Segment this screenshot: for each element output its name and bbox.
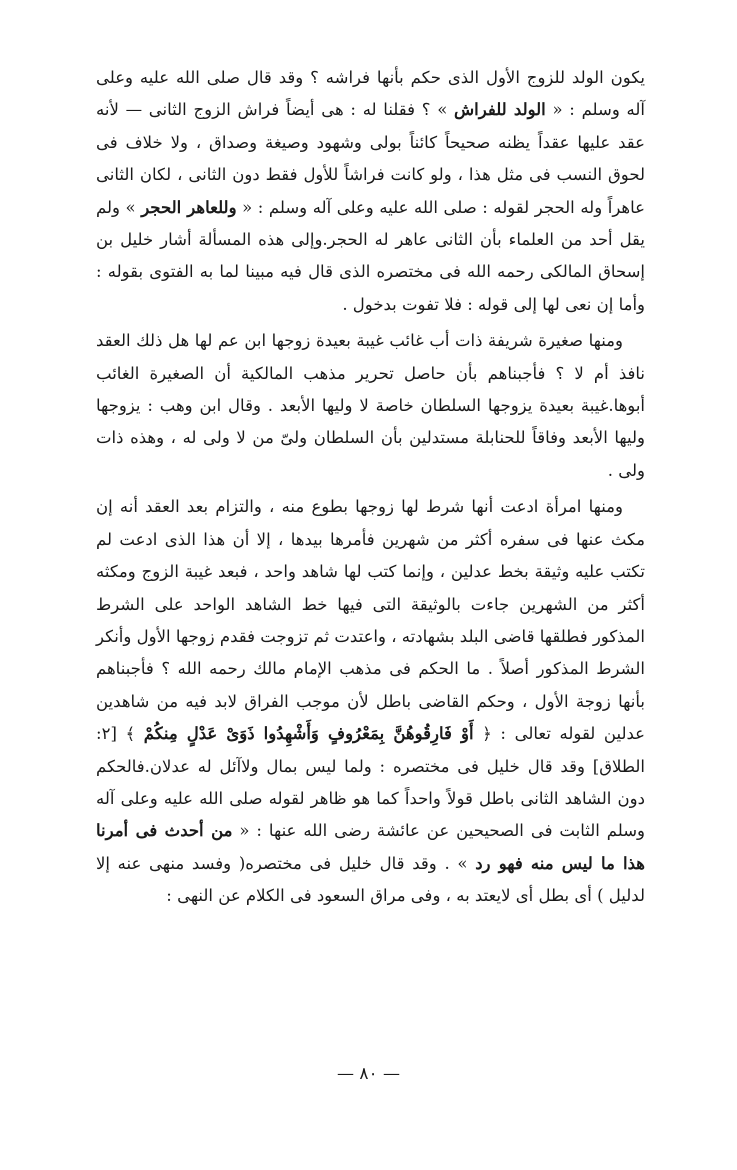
bold-text: الولد للفراش — [454, 100, 546, 120]
bold-text: وللعاهر الحجر — [141, 197, 237, 217]
paragraph-3 — [96, 491, 645, 912]
bold-text: أَوْ فَارِقُوهُنَّ بِمَعْرُوفٍ وَأَشْهِدُوا ذَوَىْ عَدْلٍ مِنكُمْ — [143, 724, 474, 744]
text-run: ﴾ [٢: الطلاق] وقد قال خليل فى مختصره : ولما ليس بمال ولاآئل له عدلان.فالحكم دون الشاهد الثانى باطل قولاً واحداً كما هو ظاهر لقوله صلى الله عليه وعلى آله وسلم الثابت فى الصحيحين عن عائشة رضى الله عنها : « — [96, 724, 645, 841]
text-run: » ولم يقل أحد من العلماء بأن الثانى عاهر له الحجر.وإلى هذه المسألة أشار خليل بن إسحاق المالكى رحمه الله فى مختصره الذى قال فيه مبينا لما به الفتوى بقوله : وأما إن نعى لها إلى قوله : فلا تفوت بدخول . — [96, 197, 645, 314]
text-run: » ؟ فقلنا له : هى أيضاً فراش الزوج الثانى — لأنه عقد عليها عقداً يظنه صحيحاً كائناً بولى وشهود وصيغة وصداق ، ولا خلاف فى لحوق النسب فى مثل هذا ، ولو كانت فراشاً للأول فقط دون الثانى ، لكان الثانى عاهراً وله الحجر لقوله : صلى الله عليه وعلى آله وسلم : « — [96, 100, 646, 217]
page-number: — ٨٠ — — [336, 1064, 401, 1084]
text-run: يكون الولد للزوج الأول الذى حكم بأنها فراشه ؟ وقد قال صلى الله عليه وعلى آله وسلم : « — [96, 68, 646, 120]
text-run: ومنها صغيرة شريفة ذات أب غائب غيبة بعيدة زوجها ابن عم لها هل ذلك العقد نافذ أم لا ؟ فأجبناهم بأن حاصل تحرير مذهب المالكية أن الصغيرة الغائب أبوها.غيبة بعيدة يزوجها السلطان خاصة لا وليها الأبعد . وقال ابن وهب : يزوجها وليها الأبعد وفاقاً للحنابلة مستدلين بأن السلطان ولىّ من لا ولى له ، وهذه ذات ولى . — [96, 331, 645, 480]
paragraph-1 — [96, 62, 645, 321]
bold-text: من أحدث فى أمرنا هذا ما ليس منه فهو رد — [96, 821, 645, 873]
paragraph-2 — [96, 325, 645, 487]
text-run: ومنها امرأة ادعت أنها شرط لها زوجها بطوع منه ، والتزام بعد العقد أنه إن مكث عنها فى سفره أكثر من شهرين فأمرها بيدها ، إلا أن هذا الذى ادعت لم تكتب عليه وثيقة بخط عدلين ، وإنما كتب لها شاهد واحد ، فبعد غيبة الزوج ومكثه أكثر من الشهرين جاءت بالوثيقة التى فيها خط الشاهد الواحد على الشرط المذكور فطلقها قاضى البلد بشهادته ، واعتدت ثم تزوجت فقدم زوجها الأول وأنكر الشرط المذكور أصلاً . ما الحكم فى مذهب الإمام مالك رحمه الله ؟ فأجبناهم بأنها زوجة الأول ، وحكم القاضى باطل لأن موجب الفراق لابد فيه من شاهدين عدلين لقوله تعالى : ﴿ — [96, 497, 645, 744]
body-text — [96, 62, 645, 913]
text-run: » . وقد قال خليل فى مختصره( وفسد منهى عنه إلا لدليل ) أى بطل أى لايعتد به ، وفى مراق السعود فى الكلام عن النهى : — [96, 853, 645, 906]
